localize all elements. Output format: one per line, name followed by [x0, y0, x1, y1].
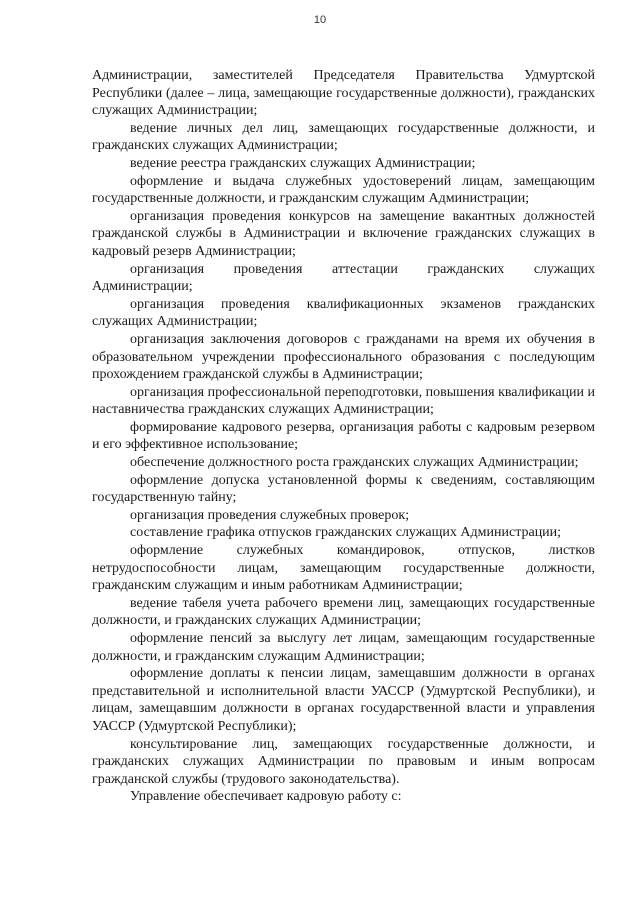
page-number: 10	[313, 14, 327, 26]
paragraph-personnel-work: Управление обеспечивает кадровую работу с:	[130, 789, 402, 805]
paragraph-inspections: организация проведения служебных проверок;	[130, 507, 410, 523]
paragraph-retraining: организация профессиональной переподготовки, повышения квалификации и наставничества гражданских служащих Администрации;	[92, 384, 595, 418]
paragraph-registry: ведение реестра гражданских служащих Администрации;	[130, 155, 476, 171]
paragraph-career-growth: обеспечение должностного роста гражданских служащих Администрации;	[130, 455, 579, 471]
paragraph-personnel-reserve: формирование кадрового резерва, организация работы с кадровым резервом и его эффективное использование;	[92, 419, 595, 453]
paragraph-business-trips: оформление служебных командировок, отпусков, листков нетрудоспособности лицам, замещающим государственные должности, гражданским служащим и иным работникам Администрации;	[92, 543, 595, 594]
paragraph-consulting: консультирование лиц, замещающих государственные должности, и гражданских служащих Администрации по правовым и иным вопросам гражданской службы (трудового законодательства).	[92, 736, 595, 787]
paragraph-competitions: организация проведения конкурсов на замещение вакантных должностей гражданской службы в Администрации и включение гражданских служащих в кадровый резерв Администрации;	[92, 208, 595, 259]
paragraph-personal-files: ведение личных дел лиц, замещающих государственные должности, и гражданских служащих Администрации;	[92, 120, 595, 154]
paragraph-pension-supplements: оформление доплаты к пенсии лицам, замещавшим должности в органах представительной и исполнительной власти УАССР (Удмуртской Республики), и лицам, замещавшим должности в органах государственной власти и управления УАССР (Удмуртской Республики);	[92, 666, 595, 734]
paragraph-training-contracts: организация заключения договоров с гражданами на время их обучения в образовательном учреждении профессионального образования с последующим прохождением гражданской службы в Администрации;	[92, 331, 595, 383]
paragraph-continuation: Администрации, заместителей Председателя Правительства Удмуртской Республики (далее – лица, замещающие государственные должности), гражданских служащих Администрации;	[92, 68, 595, 119]
paragraph-qualification-exams: организация проведения квалификационных экзаменов гражданских служащих Администрации;	[92, 296, 595, 330]
paragraph-security-clearance: оформление допуска установленной формы к сведениям, составляющим государственную тайну;	[92, 472, 595, 506]
paragraph-timesheet: ведение табеля учета рабочего времени лиц, замещающих государственные должности, и гражданских служащих Администрации;	[92, 595, 595, 629]
paragraph-attestation: организация проведения аттестации гражданских служащих Администрации;	[92, 261, 595, 295]
paragraph-vacation-schedule: составление графика отпусков гражданских служащих Администрации;	[130, 525, 562, 541]
paragraph-id-cards: оформление и выдача служебных удостоверений лицам, замещающим государственные должности, и гражданским служащим Администрации;	[92, 173, 595, 207]
paragraph-pensions: оформление пенсий за выслугу лет лицам, замещающим государственные должности, и гражданским служащим Администрации;	[92, 631, 595, 664]
document-body	[92, 67, 595, 806]
